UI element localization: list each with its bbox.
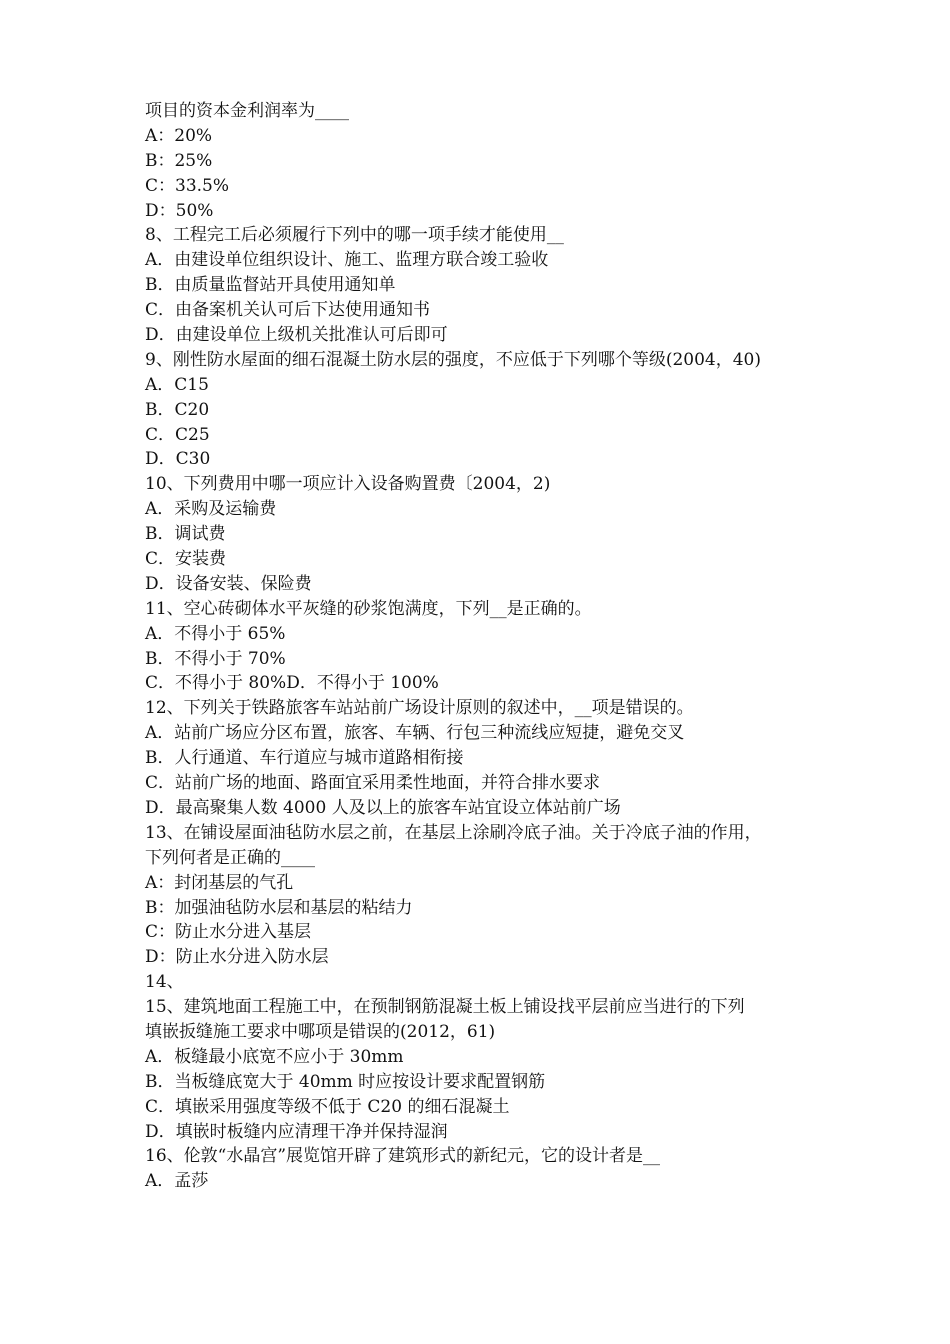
option-line: C：防止水分进入基层 — [145, 922, 312, 943]
option-line: A．采购及运输费 — [145, 499, 277, 520]
question-line: 10、下列费用中哪一项应计入设备购置费〔2004，2) — [145, 474, 551, 495]
option-line: B．人行通道、车行道应与城市道路相衔接 — [145, 748, 464, 769]
text-line: 项目的资本金利润率为____ — [145, 101, 349, 121]
option-line: A：20% — [145, 125, 213, 146]
option-line: C．由备案机关认可后下达使用通知书 — [145, 300, 431, 321]
option-line: B．当板缝底宽大于 40mm 时应按设计要求配置钢筋 — [145, 1071, 546, 1092]
question-line: 14、 — [145, 972, 184, 993]
option-line: A．不得小于 65% — [145, 623, 286, 644]
option-line: B．调试费 — [145, 524, 226, 545]
option-line: D．设备安装、保险费 — [145, 573, 312, 594]
question-line: 下列何者是正确的____ — [145, 847, 315, 868]
option-line: A．板缝最小底宽不应小于 30mm — [145, 1046, 404, 1067]
option-line: B：25% — [145, 150, 213, 171]
question-line: 12、下列关于铁路旅客车站站前广场设计原则的叙述中，__项是错误的。 — [145, 698, 694, 719]
option-line: A．孟莎 — [145, 1171, 209, 1192]
option-line: B．不得小于 70% — [145, 648, 286, 669]
option-line: C．站前广场的地面、路面宜采用柔性地面，并符合排水要求 — [145, 773, 601, 794]
option-line: D．由建设单位上级机关批准认可后即可 — [145, 325, 448, 346]
option-line: C．填嵌采用强度等级不低于 C20 的细石混凝土 — [145, 1096, 510, 1117]
option-line: D：50% — [145, 200, 214, 221]
question-line: 15、建筑地面工程施工中，在预制钢筋混凝土板上铺设找平层前应当进行的下列 — [145, 997, 745, 1018]
option-line: C．安装费 — [145, 549, 227, 570]
document-body — [145, 99, 815, 1194]
question-line: 9、刚性防水屋面的细石混凝土防水层的强度，不应低于下列哪个等级(2004，40) — [145, 349, 761, 370]
option-line: A：封闭基层的气孔 — [145, 872, 294, 893]
option-line: C．C25 — [145, 424, 210, 445]
question-line: 16、伦敦“水晶宫”展览馆开辟了建筑形式的新纪元，它的设计者是__ — [145, 1146, 661, 1167]
option-line: D．最高聚集人数 4000 人及以上的旅客车站宜设立体站前广场 — [145, 797, 621, 818]
option-line: D：防止水分进入防水层 — [145, 947, 329, 968]
option-line: D．C30 — [145, 449, 211, 470]
option-line: B．由质量监督站开具使用通知单 — [145, 275, 396, 296]
question-line: 11、空心砖砌体水平灰缝的砂浆饱满度，下列__是正确的。 — [145, 598, 592, 619]
question-line: 8、工程完工后必须履行下列中的哪一项手续才能使用__ — [145, 225, 564, 246]
option-line: A．由建设单位组织设计、施工、监理方联合竣工验收 — [145, 250, 549, 271]
question-line: 13、在铺设屋面油毡防水层之前，在基层上涂刷冷底子油。关于冷底子油的作用， — [145, 822, 762, 843]
option-line: D．填嵌时板缝内应清理干净并保持湿润 — [145, 1121, 448, 1142]
option-line: B：加强油毡防水层和基层的粘结力 — [145, 897, 413, 918]
option-line: B．C20 — [145, 399, 210, 420]
option-line: C．不得小于 80%D．不得小于 100% — [145, 673, 439, 694]
question-line: 填嵌扳缝施工要求中哪项是错误的(2012，61) — [145, 1021, 496, 1042]
option-line: A．C15 — [145, 374, 209, 395]
option-line: C：33.5% — [145, 175, 230, 196]
option-line: A．站前广场应分区布置，旅客、车辆、行包三种流线应短捷，避免交叉 — [145, 723, 685, 744]
